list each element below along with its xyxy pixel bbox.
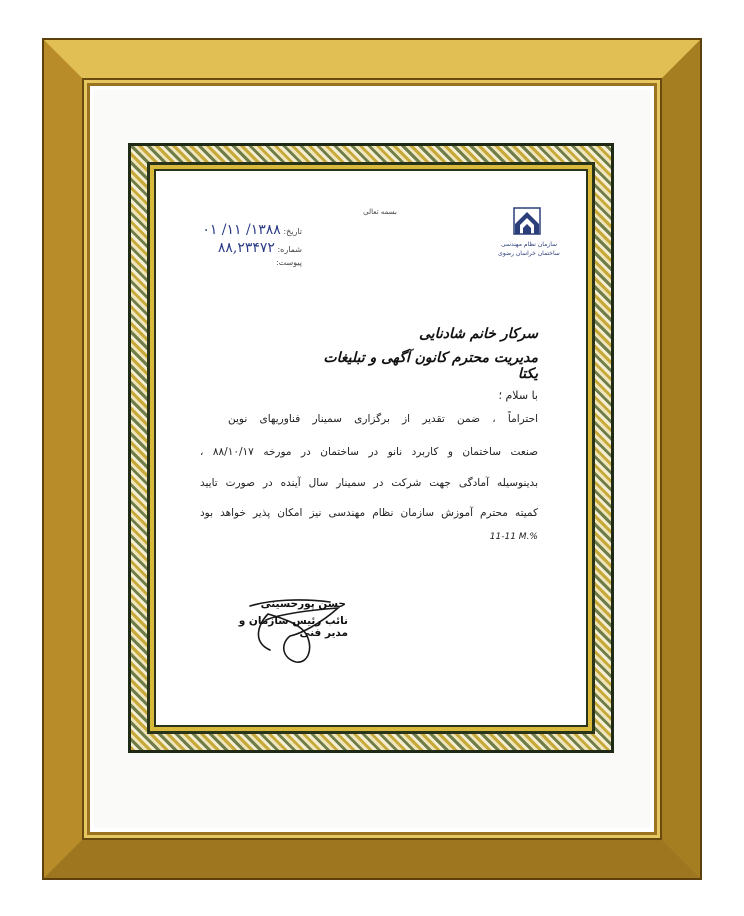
org-name-line2: ساختمان خراسان رضوی [498, 250, 560, 257]
greeting: با سلام ؛ [498, 389, 538, 402]
date-field [176, 222, 302, 238]
date-label: تاریخ: [283, 227, 302, 236]
org-name-line1: سازمان نظام مهندسی [500, 241, 558, 248]
signatory-title: نائب رئیس سازمان و مدیر فنی [238, 615, 348, 639]
body-line-2: صنعت ساختمان و کاربرد نانو در ساختمان در مورخه ۸۸/۱۰/۱۷ ، [200, 446, 538, 458]
recipient-title: مدیریت محترم کانون آگهی و تبلیغات یکتا [323, 350, 538, 382]
attachment-field [176, 258, 302, 267]
building-roof-logo-icon [512, 206, 542, 236]
attachment-label: پیوست: [275, 258, 302, 267]
date-value: ۱۳۸۸/ ۱۱/ ۰۱ [202, 222, 281, 238]
signatory-name: حسن پورحسینی [260, 598, 346, 610]
basmala-text: بسمه تعالی [363, 208, 397, 216]
number-label: شماره: [277, 245, 302, 254]
body-line-4: کمیته محترم آموزش سازمان نظام مهندسی نیز امکان پذیر خواهد بود [200, 507, 538, 519]
reference-code: 11-11 M.% [489, 532, 538, 542]
number-value: ۸۸,۲۳۴۷۲ [217, 240, 275, 256]
body-line-1: احتراماً ، ضمن تقدیر از برگزاری سمینار فناوریهای نوین [228, 413, 538, 425]
recipient-name: سرکار خانم شادنایی [419, 326, 538, 342]
body-line-3: بدینوسیله آمادگی جهت شرکت در سمینار سال آینده در صورت تایید [200, 477, 538, 489]
number-field [176, 240, 302, 256]
